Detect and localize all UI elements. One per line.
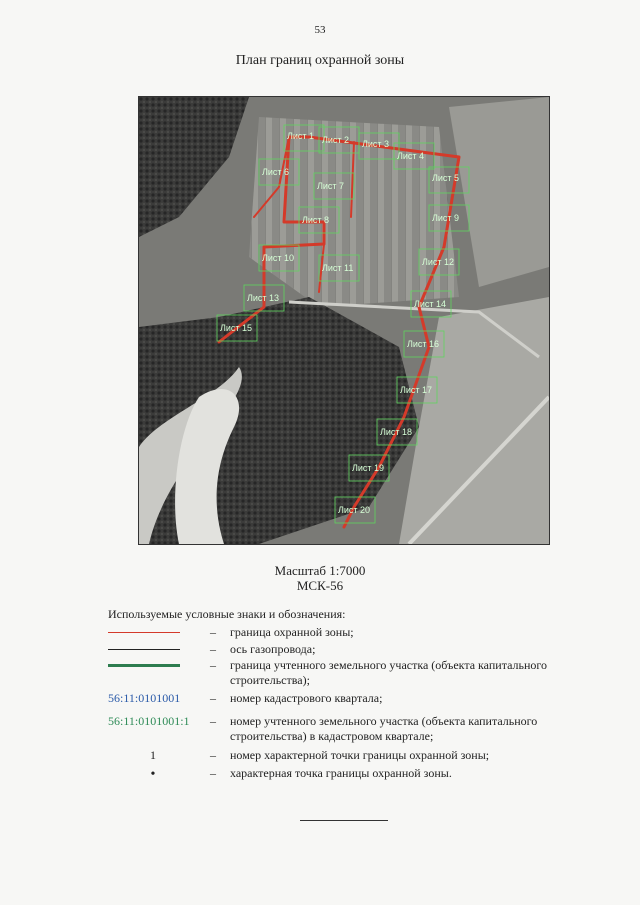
sheet-label[interactable]: Лист 5 (432, 173, 460, 183)
legend-dash: – (210, 625, 216, 639)
legend-description: характерная точка границы охранной зоны. (230, 766, 452, 780)
page-title: План границ охранной зоны (235, 53, 405, 68)
sheet-label[interactable]: Лист 7 (317, 181, 345, 191)
legend-dash: – (210, 691, 216, 705)
land-plot-number-symbol: 56:11:0101001:1 (108, 714, 190, 728)
legend-dash: – (210, 658, 216, 672)
legend-description: граница учтенного земельного участка (объекта капитального строительства); (230, 658, 548, 687)
legend-description: ось газопровода; (230, 642, 316, 656)
sheet-label[interactable]: Лист 2 (322, 135, 350, 145)
sheet-label[interactable]: Лист 6 (262, 167, 290, 177)
map-canvas (139, 97, 549, 544)
scale-text: Масштаб 1:7000 (274, 563, 366, 578)
sheet-label[interactable]: Лист 14 (414, 299, 447, 309)
red-line-symbol (108, 625, 203, 640)
footer-divider (300, 820, 388, 821)
black-line-symbol (108, 642, 203, 657)
sheet-label[interactable]: Лист 18 (380, 427, 413, 437)
legend-description: номер учтенного земельного участка (объекта капитального строительства) в кадастровом квартале; (230, 714, 538, 743)
point-number-symbol: 1 (150, 748, 156, 762)
legend-dash: – (210, 714, 216, 728)
aerial-map[interactable] (138, 96, 550, 545)
legend-dash: – (210, 748, 216, 762)
legend-dash: – (210, 642, 216, 656)
sheet-label[interactable]: Лист 11 (322, 263, 354, 273)
sheet-label[interactable]: Лист 12 (422, 257, 455, 267)
sheet-label[interactable]: Лист 16 (407, 339, 440, 349)
legend-description: номер кадастрового квартала; (230, 691, 383, 705)
point-dot-icon: • (150, 767, 156, 782)
green-line-symbol (108, 658, 203, 673)
legend-description: граница охранной зоны; (230, 625, 354, 639)
sheet-label[interactable]: Лист 19 (352, 463, 385, 473)
crs-text: МСК-56 (296, 578, 344, 593)
sheet-label[interactable]: Лист 3 (362, 139, 390, 149)
sheet-label[interactable]: Лист 4 (397, 151, 425, 161)
page-number: 53 (314, 24, 326, 36)
sheet-label[interactable]: Лист 17 (400, 385, 433, 395)
sheet-label[interactable]: Лист 13 (247, 293, 280, 303)
legend-description: номер характерной точки границы охранной зоны; (230, 748, 490, 762)
sheet-label[interactable]: Лист 9 (432, 213, 460, 223)
scale-block (0, 563, 640, 593)
sheet-label[interactable]: Лист 20 (338, 505, 371, 515)
sheet-label[interactable]: Лист 15 (220, 323, 253, 333)
legend-dash: – (210, 766, 216, 780)
legend-title: Используемые условные знаки и обозначения: (108, 607, 346, 621)
sheet-label[interactable]: Лист 8 (302, 215, 330, 225)
cadastral-quarter-symbol: 56:11:0101001 (108, 691, 181, 705)
sheet-label[interactable]: Лист 1 (287, 131, 315, 141)
sheet-label[interactable]: Лист 10 (262, 253, 295, 263)
